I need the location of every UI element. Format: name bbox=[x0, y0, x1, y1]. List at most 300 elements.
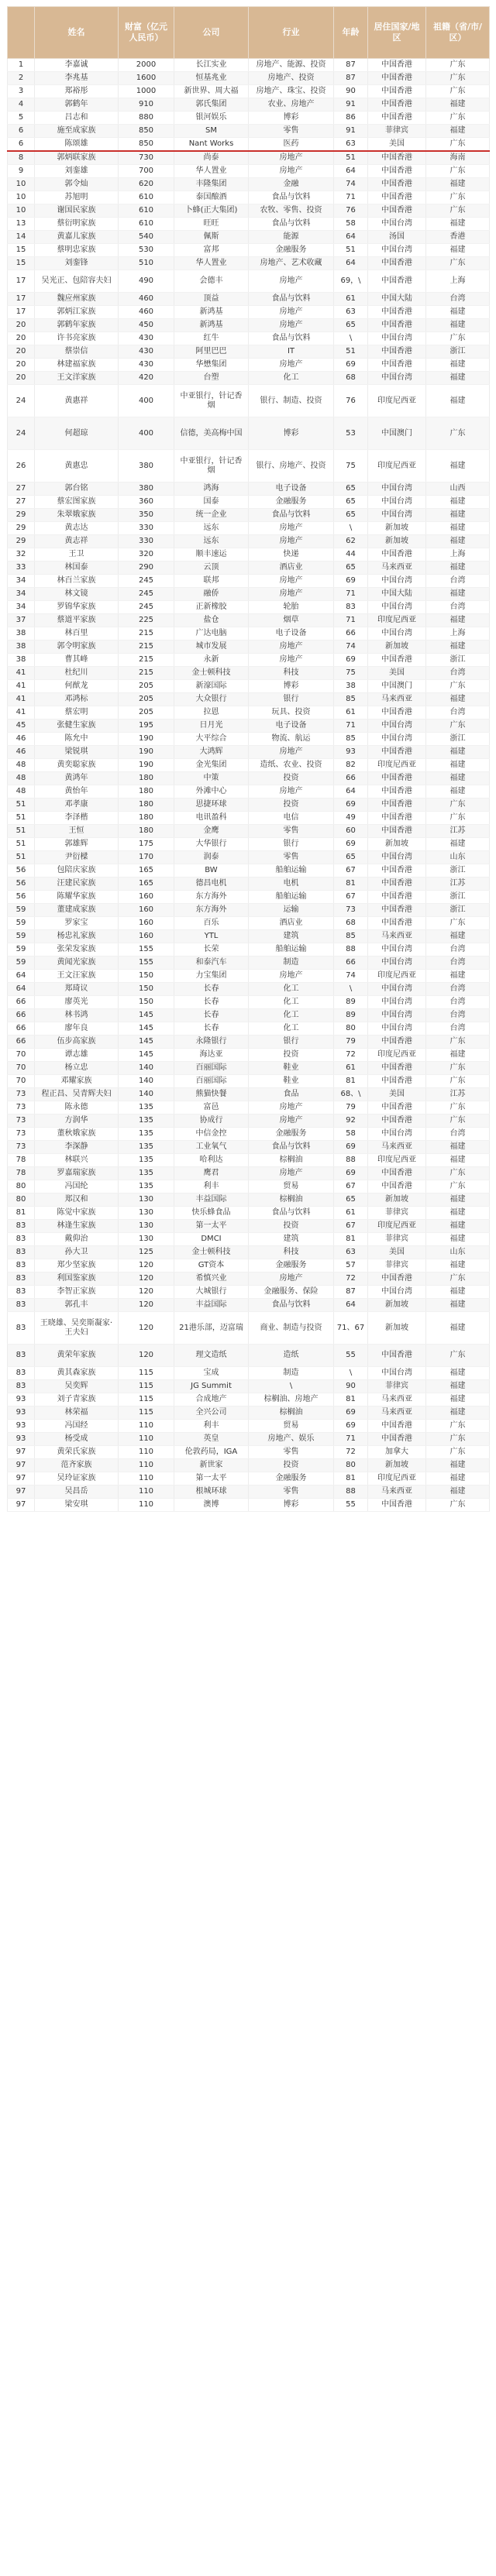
cell-name: 董建成家族 bbox=[35, 904, 119, 917]
cell-industry: 化工 bbox=[249, 996, 334, 1009]
cell-country: 中国台湾 bbox=[368, 983, 426, 996]
cell-country: 中国香港 bbox=[368, 257, 426, 270]
cell-company: 长春 bbox=[174, 1009, 249, 1022]
table-row bbox=[8, 1088, 490, 1101]
table-row bbox=[8, 1485, 490, 1499]
cell-rank: 93 bbox=[8, 1420, 35, 1433]
cell-rank: 34 bbox=[8, 588, 35, 601]
cell-rank: 32 bbox=[8, 548, 35, 562]
cell-rank: 24 bbox=[8, 417, 35, 450]
table-row bbox=[8, 614, 490, 627]
cell-origin: 福建 bbox=[426, 359, 490, 372]
cell-rank: 97 bbox=[8, 1459, 35, 1472]
cell-industry: 房地产、娱乐 bbox=[249, 1433, 334, 1446]
cell-wealth: 135 bbox=[119, 1141, 174, 1154]
table-row bbox=[8, 1062, 490, 1075]
table-row bbox=[8, 601, 490, 614]
cell-country: 中国香港 bbox=[368, 204, 426, 218]
cell-rank: 78 bbox=[8, 1154, 35, 1167]
cell-wealth: 360 bbox=[119, 496, 174, 509]
cell-industry: 贸易 bbox=[249, 1420, 334, 1433]
cell-company: 阿里巴巴 bbox=[174, 345, 249, 359]
cell-company: 利丰 bbox=[174, 1420, 249, 1433]
table-row bbox=[8, 904, 490, 917]
cell-origin: 福建 bbox=[426, 1286, 490, 1299]
cell-age: 64 bbox=[334, 165, 368, 178]
cell-origin: 台湾 bbox=[426, 957, 490, 970]
cell-wealth: 160 bbox=[119, 891, 174, 904]
cell-industry: 船舶运输 bbox=[249, 891, 334, 904]
cell-name: 刘銮锋 bbox=[35, 257, 119, 270]
cell-company: 华人置业 bbox=[174, 165, 249, 178]
cell-industry: 电子设备 bbox=[249, 483, 334, 496]
cell-rank: 38 bbox=[8, 654, 35, 667]
cell-wealth: 430 bbox=[119, 345, 174, 359]
cell-wealth: 125 bbox=[119, 1246, 174, 1259]
cell-country: 中国香港 bbox=[368, 772, 426, 785]
cell-age: 69 bbox=[334, 1167, 368, 1180]
cell-name: 魏应州家族 bbox=[35, 293, 119, 306]
cell-industry: 零售 bbox=[249, 825, 334, 838]
cell-wealth: 175 bbox=[119, 838, 174, 851]
cell-name: 陈觉中家族 bbox=[35, 1207, 119, 1220]
cell-age: 71 bbox=[334, 1433, 368, 1446]
cell-origin: 广东 bbox=[426, 1075, 490, 1088]
cell-company: 德昌电机 bbox=[174, 878, 249, 891]
cell-country: 中国台湾 bbox=[368, 496, 426, 509]
cell-name: 黄惠祥 bbox=[35, 385, 119, 417]
cell-name: 林建福家族 bbox=[35, 359, 119, 372]
cell-name: 黄嘉儿家族 bbox=[35, 231, 119, 244]
cell-country: 中国台湾 bbox=[368, 244, 426, 257]
table-row bbox=[8, 1049, 490, 1062]
cell-country: 中国香港 bbox=[368, 72, 426, 85]
cell-age: 64 bbox=[334, 231, 368, 244]
cell-age: 85 bbox=[334, 930, 368, 943]
header-name: 姓名 bbox=[35, 7, 119, 59]
table-row bbox=[8, 483, 490, 496]
table-row bbox=[8, 588, 490, 601]
cell-rank: 46 bbox=[8, 746, 35, 759]
cell-name: 黄惠忠 bbox=[35, 450, 119, 483]
cell-origin: 福建 bbox=[426, 306, 490, 319]
cell-industry: 金融服务 bbox=[249, 1259, 334, 1273]
cell-company: 卜蜂(正大集团) bbox=[174, 204, 249, 218]
cell-origin: 福建 bbox=[426, 1141, 490, 1154]
cell-country: 美国 bbox=[368, 138, 426, 152]
cell-name: 李智正家族 bbox=[35, 1286, 119, 1299]
cell-wealth: 165 bbox=[119, 878, 174, 891]
cell-origin: 山东 bbox=[426, 1246, 490, 1259]
cell-age: 64 bbox=[334, 257, 368, 270]
cell-name: 李泽楷 bbox=[35, 812, 119, 825]
cell-age: 65 bbox=[334, 483, 368, 496]
cell-rank: 83 bbox=[8, 1246, 35, 1259]
cell-company: 协成行 bbox=[174, 1115, 249, 1128]
cell-age: 69 bbox=[334, 799, 368, 812]
cell-wealth: 290 bbox=[119, 562, 174, 575]
cell-wealth: 1600 bbox=[119, 72, 174, 85]
cell-rank: 34 bbox=[8, 601, 35, 614]
cell-rank: 59 bbox=[8, 943, 35, 957]
cell-wealth: 155 bbox=[119, 943, 174, 957]
cell-wealth: 120 bbox=[119, 1345, 174, 1367]
table-row bbox=[8, 244, 490, 257]
cell-country: 中国香港 bbox=[368, 878, 426, 891]
cell-industry: 投资 bbox=[249, 1220, 334, 1233]
cell-age: 73 bbox=[334, 904, 368, 917]
table-row bbox=[8, 1406, 490, 1420]
cell-company: 恒基兆业 bbox=[174, 72, 249, 85]
cell-wealth: 155 bbox=[119, 957, 174, 970]
cell-company: 长春 bbox=[174, 996, 249, 1009]
cell-name: 罗锦华家族 bbox=[35, 601, 119, 614]
cell-name: 郭台铭 bbox=[35, 483, 119, 496]
cell-country: 中国香港 bbox=[368, 1115, 426, 1128]
cell-wealth: 110 bbox=[119, 1459, 174, 1472]
cell-rank: 6 bbox=[8, 125, 35, 138]
cell-name: 尹衍樑 bbox=[35, 851, 119, 864]
cell-age: 81 bbox=[334, 1075, 368, 1088]
cell-origin: 福建 bbox=[426, 450, 490, 483]
cell-name: 王恒 bbox=[35, 825, 119, 838]
cell-country: 中国香港 bbox=[368, 548, 426, 562]
cell-industry: 房地产 bbox=[249, 785, 334, 799]
cell-rank: 66 bbox=[8, 996, 35, 1009]
cell-name: 汪建民家族 bbox=[35, 878, 119, 891]
cell-country: 中国台湾 bbox=[368, 720, 426, 733]
cell-rank: 83 bbox=[8, 1367, 35, 1380]
cell-age: 90 bbox=[334, 1380, 368, 1393]
cell-wealth: 380 bbox=[119, 483, 174, 496]
cell-wealth: 190 bbox=[119, 759, 174, 772]
cell-name: 陈永德 bbox=[35, 1101, 119, 1115]
cell-name: 孙大卫 bbox=[35, 1246, 119, 1259]
cell-company: 盐仓 bbox=[174, 614, 249, 627]
table-row bbox=[8, 1499, 490, 1512]
cell-country: 中国大陆 bbox=[368, 293, 426, 306]
cell-wealth: 400 bbox=[119, 385, 174, 417]
cell-name: 杨立忠 bbox=[35, 1062, 119, 1075]
cell-age: 51 bbox=[334, 151, 368, 165]
cell-company: 英皇 bbox=[174, 1433, 249, 1446]
cell-industry: 博彩 bbox=[249, 417, 334, 450]
cell-origin: 台湾 bbox=[426, 706, 490, 720]
cell-company: 希慎兴业 bbox=[174, 1273, 249, 1286]
cell-age: 62 bbox=[334, 535, 368, 548]
cell-country: 马来西亚 bbox=[368, 1393, 426, 1406]
cell-origin: 广东 bbox=[426, 1062, 490, 1075]
cell-origin: 福建 bbox=[426, 838, 490, 851]
cell-origin: 广东 bbox=[426, 204, 490, 218]
cell-company: 新世家 bbox=[174, 1459, 249, 1472]
header-origin: 祖籍（省/市/区） bbox=[426, 7, 490, 59]
cell-rank: 1 bbox=[8, 59, 35, 72]
cell-rank: 20 bbox=[8, 345, 35, 359]
cell-name: 黄其森家族 bbox=[35, 1367, 119, 1380]
cell-name: 林书鸿 bbox=[35, 1009, 119, 1022]
cell-industry: 商业、制造与投资 bbox=[249, 1312, 334, 1345]
cell-company: 鹰君 bbox=[174, 1167, 249, 1180]
cell-name: 林文镜 bbox=[35, 588, 119, 601]
table-row bbox=[8, 319, 490, 332]
cell-rank: 70 bbox=[8, 1075, 35, 1088]
cell-age: 69 bbox=[334, 359, 368, 372]
cell-country: 中国台湾 bbox=[368, 1009, 426, 1022]
cell-country: 马来西亚 bbox=[368, 562, 426, 575]
cell-origin: 福建 bbox=[426, 1406, 490, 1420]
cell-company: YTL bbox=[174, 930, 249, 943]
cell-rank: 26 bbox=[8, 450, 35, 483]
cell-company: 第一太平 bbox=[174, 1472, 249, 1485]
cell-name: 梁安琪 bbox=[35, 1499, 119, 1512]
cell-company: 城市发展 bbox=[174, 641, 249, 654]
cell-country: 马来西亚 bbox=[368, 1141, 426, 1154]
cell-country: 印度尼西亚 bbox=[368, 1472, 426, 1485]
cell-rank: 15 bbox=[8, 244, 35, 257]
cell-company: 大鸿辉 bbox=[174, 746, 249, 759]
cell-company: 合成地产 bbox=[174, 1393, 249, 1406]
cell-wealth: 190 bbox=[119, 733, 174, 746]
cell-country: 中国香港 bbox=[368, 825, 426, 838]
cell-age: 53 bbox=[334, 417, 368, 450]
cell-country: 中国香港 bbox=[368, 345, 426, 359]
cell-age: 85 bbox=[334, 733, 368, 746]
cell-wealth: 115 bbox=[119, 1380, 174, 1393]
cell-company: 东方海外 bbox=[174, 904, 249, 917]
cell-industry: 食品与饮料 bbox=[249, 332, 334, 345]
table-row bbox=[8, 1246, 490, 1259]
cell-company: BW bbox=[174, 864, 249, 878]
cell-wealth: 245 bbox=[119, 575, 174, 588]
cell-country: 马来西亚 bbox=[368, 1485, 426, 1499]
cell-age: \ bbox=[334, 1367, 368, 1380]
table-row bbox=[8, 1180, 490, 1194]
cell-name: 黄怡年 bbox=[35, 785, 119, 799]
cell-company: 远东 bbox=[174, 522, 249, 535]
table-row bbox=[8, 680, 490, 693]
table-row bbox=[8, 1220, 490, 1233]
cell-name: 黄荣氏家族 bbox=[35, 1446, 119, 1459]
cell-industry: 物流、航运 bbox=[249, 733, 334, 746]
cell-company: 百乐 bbox=[174, 917, 249, 930]
cell-wealth: 245 bbox=[119, 601, 174, 614]
cell-country: 中国香港 bbox=[368, 59, 426, 72]
cell-industry: 食品与饮料 bbox=[249, 218, 334, 231]
cell-country: 中国香港 bbox=[368, 151, 426, 165]
cell-age: 65 bbox=[334, 496, 368, 509]
cell-industry: 食品与饮料 bbox=[249, 293, 334, 306]
cell-industry: 零售 bbox=[249, 125, 334, 138]
cell-origin: 浙江 bbox=[426, 345, 490, 359]
cell-origin: 福建 bbox=[426, 1220, 490, 1233]
table-row bbox=[8, 191, 490, 204]
cell-industry: 食品与饮料 bbox=[249, 1141, 334, 1154]
cell-age: 69 bbox=[334, 1141, 368, 1154]
cell-origin: 广东 bbox=[426, 1420, 490, 1433]
cell-age: 71 bbox=[334, 588, 368, 601]
cell-company: 富邦 bbox=[174, 244, 249, 257]
table-row bbox=[8, 996, 490, 1009]
cell-origin: 广东 bbox=[426, 812, 490, 825]
table-row bbox=[8, 535, 490, 548]
cell-rank: 81 bbox=[8, 1207, 35, 1220]
cell-age: 51 bbox=[334, 244, 368, 257]
cell-name: 黄荣年家族 bbox=[35, 1345, 119, 1367]
cell-name: 郭炳联家族 bbox=[35, 151, 119, 165]
table-row bbox=[8, 746, 490, 759]
cell-rank: 83 bbox=[8, 1345, 35, 1367]
table-row bbox=[8, 1433, 490, 1446]
cell-country: 印度尼西亚 bbox=[368, 385, 426, 417]
cell-company: 银河娱乐 bbox=[174, 112, 249, 125]
cell-age: 69 bbox=[334, 1406, 368, 1420]
cell-wealth: 160 bbox=[119, 930, 174, 943]
table-row bbox=[8, 417, 490, 450]
cell-origin: 广东 bbox=[426, 1446, 490, 1459]
cell-name: 蔡崇信 bbox=[35, 345, 119, 359]
cell-name: 张健生家族 bbox=[35, 720, 119, 733]
cell-origin: 山东 bbox=[426, 851, 490, 864]
cell-wealth: 135 bbox=[119, 1101, 174, 1115]
cell-name: 郑琦议 bbox=[35, 983, 119, 996]
table-row bbox=[8, 983, 490, 996]
cell-country: 马来西亚 bbox=[368, 930, 426, 943]
cell-rank: 70 bbox=[8, 1062, 35, 1075]
table-row bbox=[8, 1207, 490, 1220]
rich-list-table bbox=[7, 6, 490, 1512]
cell-rank: 38 bbox=[8, 627, 35, 641]
cell-company: 力宝集团 bbox=[174, 970, 249, 983]
table-row bbox=[8, 641, 490, 654]
cell-age: 63 bbox=[334, 138, 368, 152]
cell-company: 澳博 bbox=[174, 1499, 249, 1512]
cell-wealth: 510 bbox=[119, 257, 174, 270]
cell-age: 87 bbox=[334, 1286, 368, 1299]
cell-wealth: 160 bbox=[119, 917, 174, 930]
cell-company: 信德，美高梅中国 bbox=[174, 417, 249, 450]
cell-country: 中国香港 bbox=[368, 191, 426, 204]
header-age: 年龄 bbox=[334, 7, 368, 59]
cell-wealth: 540 bbox=[119, 231, 174, 244]
cell-rank: 20 bbox=[8, 332, 35, 345]
cell-rank: 51 bbox=[8, 838, 35, 851]
cell-country: 中国台湾 bbox=[368, 332, 426, 345]
cell-company: 新鸿基 bbox=[174, 319, 249, 332]
cell-wealth: 145 bbox=[119, 1049, 174, 1062]
cell-industry: 造纸、农业、投资 bbox=[249, 759, 334, 772]
cell-country: 中国台湾 bbox=[368, 218, 426, 231]
cell-origin: 福建 bbox=[426, 746, 490, 759]
cell-origin: 台湾 bbox=[426, 667, 490, 680]
cell-wealth: 195 bbox=[119, 720, 174, 733]
cell-origin: 福建 bbox=[426, 178, 490, 191]
cell-industry: 房地产 bbox=[249, 165, 334, 178]
cell-origin: 广东 bbox=[426, 112, 490, 125]
cell-age: 69 bbox=[334, 654, 368, 667]
cell-rank: 45 bbox=[8, 720, 35, 733]
cell-age: 81 bbox=[334, 1472, 368, 1485]
cell-wealth: 115 bbox=[119, 1393, 174, 1406]
cell-country: 中国香港 bbox=[368, 1420, 426, 1433]
cell-company: 全兴公司 bbox=[174, 1406, 249, 1420]
cell-company: 丰益国际 bbox=[174, 1299, 249, 1312]
cell-industry: 食品与饮料 bbox=[249, 509, 334, 522]
cell-age: \ bbox=[334, 522, 368, 535]
cell-industry: 食品与饮料 bbox=[249, 191, 334, 204]
table-row bbox=[8, 917, 490, 930]
cell-name: 许书亮家族 bbox=[35, 332, 119, 345]
cell-age: 87 bbox=[334, 59, 368, 72]
cell-country: 中国香港 bbox=[368, 891, 426, 904]
cell-name: 邓孝康 bbox=[35, 799, 119, 812]
cell-age: 68、\ bbox=[334, 1088, 368, 1101]
cell-name: 吴玲证家族 bbox=[35, 1472, 119, 1485]
cell-origin: 福建 bbox=[426, 1380, 490, 1393]
cell-age: 79 bbox=[334, 1036, 368, 1049]
cell-name: 郑裕彤 bbox=[35, 85, 119, 98]
cell-wealth: 225 bbox=[119, 614, 174, 627]
table-row bbox=[8, 98, 490, 112]
cell-origin: 福建 bbox=[426, 641, 490, 654]
cell-name: 黄志达 bbox=[35, 522, 119, 535]
cell-company: 旺旺 bbox=[174, 218, 249, 231]
cell-country: 中国香港 bbox=[368, 178, 426, 191]
table-row bbox=[8, 1101, 490, 1115]
cell-origin: 广东 bbox=[426, 1180, 490, 1194]
cell-industry: 电信 bbox=[249, 812, 334, 825]
cell-origin: 广东 bbox=[426, 85, 490, 98]
cell-company: SM bbox=[174, 125, 249, 138]
table-row bbox=[8, 450, 490, 483]
cell-industry: 玩具、投资 bbox=[249, 706, 334, 720]
cell-industry: 房地产 bbox=[249, 151, 334, 165]
cell-country: 中国香港 bbox=[368, 1180, 426, 1194]
cell-wealth: 140 bbox=[119, 1088, 174, 1101]
cell-company: 21港乐部，迈富瑞 bbox=[174, 1312, 249, 1345]
table-row bbox=[8, 151, 490, 165]
table-row bbox=[8, 785, 490, 799]
cell-wealth: 215 bbox=[119, 654, 174, 667]
cell-industry: 棕榈油、房地产 bbox=[249, 1393, 334, 1406]
cell-wealth: 120 bbox=[119, 1312, 174, 1345]
cell-origin: 台湾 bbox=[426, 983, 490, 996]
cell-company: 第一太平 bbox=[174, 1220, 249, 1233]
cell-industry: 零售 bbox=[249, 1446, 334, 1459]
cell-age: 61 bbox=[334, 706, 368, 720]
cell-name: 郭鹤年 bbox=[35, 98, 119, 112]
cell-company: 中信金控 bbox=[174, 1128, 249, 1141]
cell-wealth: 880 bbox=[119, 112, 174, 125]
cell-age: 71、67 bbox=[334, 1312, 368, 1345]
table-row bbox=[8, 562, 490, 575]
cell-wealth: 430 bbox=[119, 359, 174, 372]
cell-age: 55 bbox=[334, 1345, 368, 1367]
cell-wealth: 150 bbox=[119, 983, 174, 996]
cell-name: 谭志雄 bbox=[35, 1049, 119, 1062]
cell-company: 大平综合 bbox=[174, 733, 249, 746]
table-row bbox=[8, 1299, 490, 1312]
cell-industry: 贸易 bbox=[249, 1180, 334, 1194]
cell-industry: 投资 bbox=[249, 1459, 334, 1472]
cell-country: 马来西亚 bbox=[368, 693, 426, 706]
cell-origin: 福建 bbox=[426, 496, 490, 509]
cell-name: 何猷龙 bbox=[35, 680, 119, 693]
cell-country: 新加坡 bbox=[368, 641, 426, 654]
cell-industry: 房地产 bbox=[249, 588, 334, 601]
cell-company: 丰隆集团 bbox=[174, 178, 249, 191]
cell-wealth: 460 bbox=[119, 293, 174, 306]
